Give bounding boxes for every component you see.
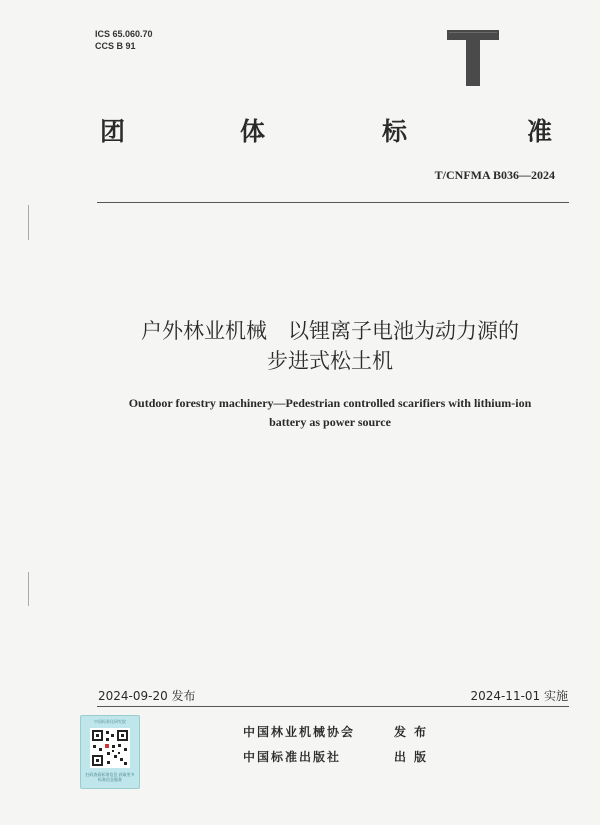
publisher-org-2: 中国标准出版社: [243, 750, 342, 764]
implement-date: 2024-11-01 实施: [470, 689, 568, 703]
top-divider: [97, 202, 569, 203]
qr-card-top-text: 中国标准化研究院: [94, 719, 126, 724]
standard-type-char-2: 体: [240, 117, 266, 146]
ics-code: ICS 65.060.70: [95, 29, 153, 39]
qr-card-bottom-text: 扫码查看标准信息 获取更多标准信息服务: [85, 772, 135, 782]
standard-code: T/CNFMA B036—2024: [434, 168, 555, 182]
qr-code-icon[interactable]: [90, 728, 130, 768]
ccs-code: CCS B 91: [95, 41, 136, 51]
title-en-line-2: battery as power source: [269, 415, 391, 429]
bottom-divider: [97, 706, 569, 707]
issue-date: 2024-09-20 发布: [98, 689, 196, 703]
standard-type-char-1: 团: [100, 117, 126, 146]
standard-type-char-4: 准: [527, 117, 553, 146]
title-cn-line-2: 步进式松土机: [267, 349, 393, 373]
margin-mark-top: [28, 205, 29, 240]
title-en-line-1: Outdoor forestry machinery—Pedestrian controlled scarifiers with lithium-ion: [128, 396, 532, 410]
standard-type-letter-logo: [447, 30, 499, 86]
margin-mark-bottom: [28, 572, 29, 606]
publisher-role-1: 发布: [394, 725, 435, 739]
publisher-org-1: 中国林业机械协会: [243, 725, 356, 739]
standard-type-heading: [100, 112, 560, 148]
qr-code-card[interactable]: [80, 715, 140, 789]
classification-codes: [95, 28, 153, 52]
standard-type-char-3: 标: [382, 117, 408, 146]
publisher-role-2: 出版: [394, 750, 435, 764]
title-cn-line-1: 户外林业机械 以锂离子电池为动力源的: [141, 319, 519, 343]
